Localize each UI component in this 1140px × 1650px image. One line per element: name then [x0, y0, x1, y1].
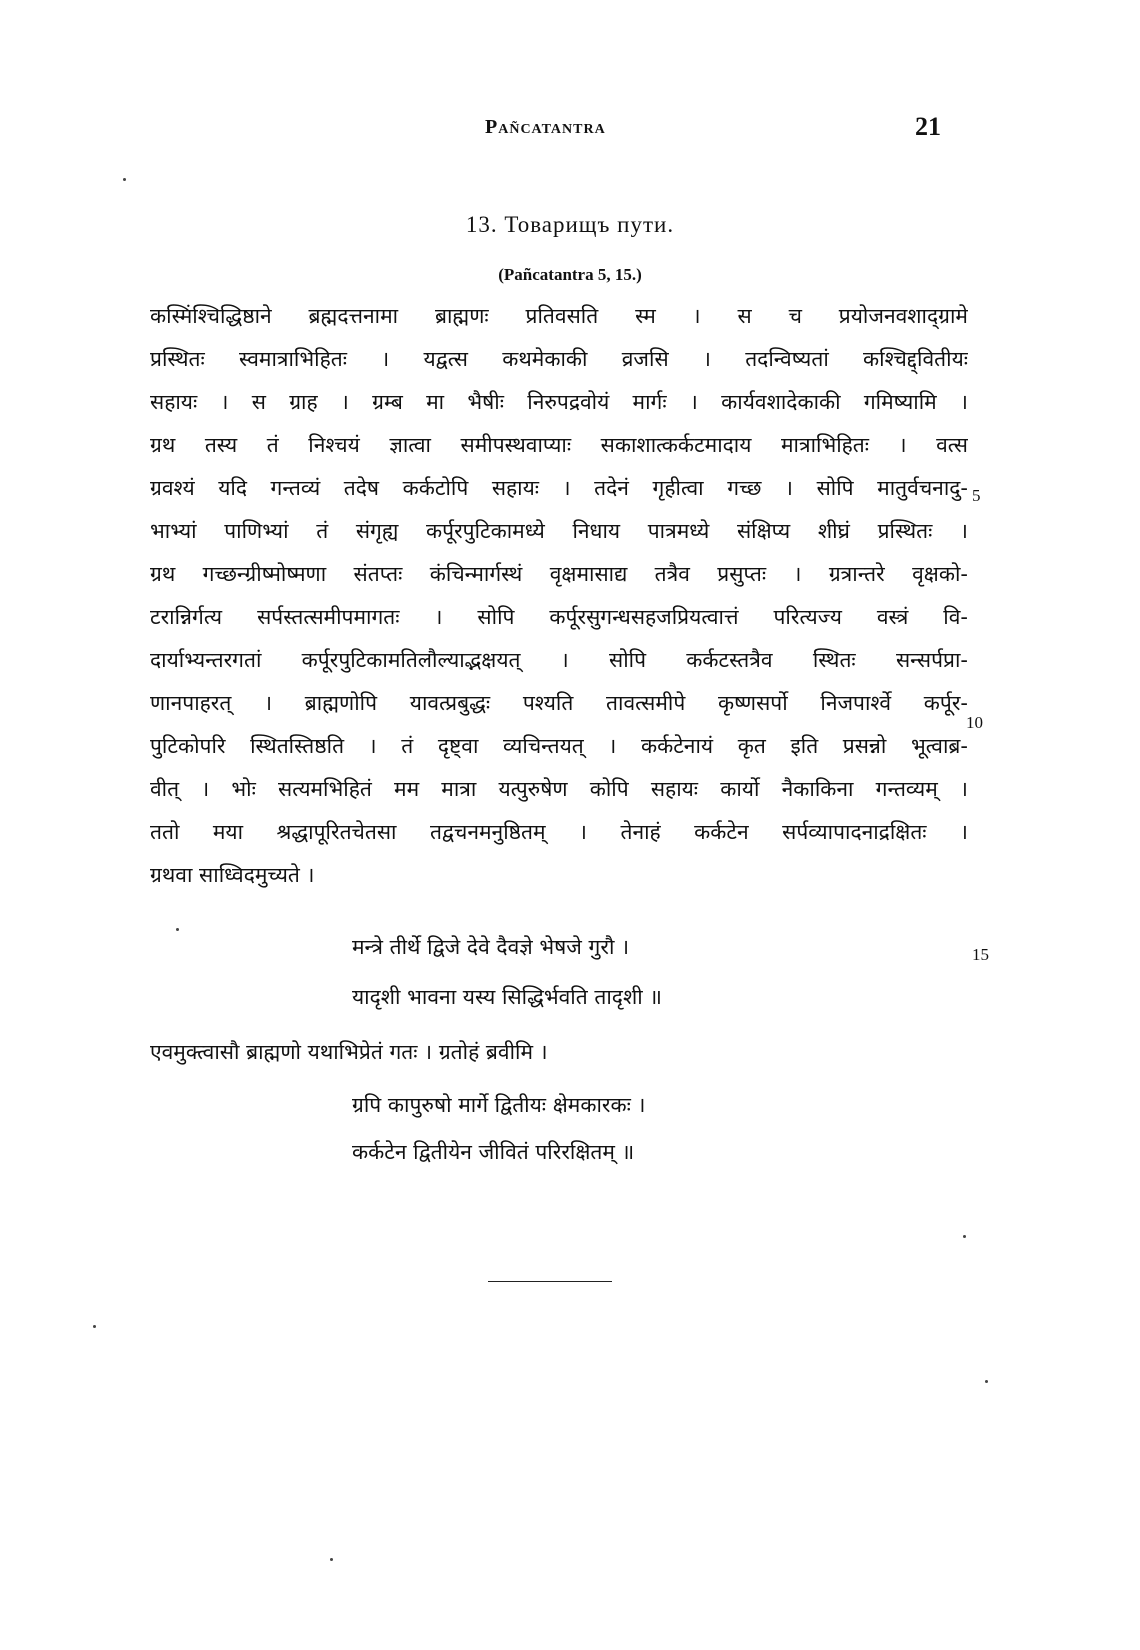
prose-line: णानपाहरत् । ब्राह्मणोपि यावत्प्रबुद्धः पश्यति तावत्समीपे कृष्णसर्पो निजपार्श्वे कर्पूर- — [150, 691, 968, 715]
line-number: 5 — [972, 486, 981, 505]
line-number: 15 — [972, 945, 989, 964]
prose-line: कस्मिंश्चिद्धिष्ठाने ब्रह्मदत्तनामा ब्राह्मणः प्रतिवसति स्म । स च प्रयोजनवशाद्ग्रामे — [150, 304, 968, 328]
paper-speck — [985, 1380, 988, 1383]
verse-line: कर्कटेन द्वितीयेन जीवितं परिरक्षितम् ॥ — [352, 1140, 635, 1164]
prose-line: भाभ्यां पाणिभ्यां तं संगृह्य कर्पूरपुटिकामध्ये निधाय पात्रमध्ये संक्षिप्य शीघ्रं प्रस्थितः । — [150, 519, 968, 543]
running-title: Pañcatantra — [485, 116, 606, 138]
prose-line: सहायः । स ग्राह । ग्रम्ब मा भैषीः निरुपद्रवोयं मार्गः । कार्यवशादेकाकी गमिष्यामि । — [150, 390, 968, 414]
section-divider — [488, 1281, 612, 1282]
page-number: 21 — [915, 112, 941, 141]
paper-speck — [176, 928, 179, 931]
verse-line: मन्त्रे तीर्थे द्विजे देवे दैवज्ञे भेषजे गुरौ । — [352, 935, 630, 959]
paper-speck — [93, 1325, 96, 1328]
verse-line: ग्रपि कापुरुषो मार्गे द्वितीयः क्षेमकारकः । — [352, 1093, 646, 1117]
prose-line: वीत् । भोः सत्यमभिहितं मम मात्रा यत्पुरुषेण कोपि सहायः कार्यो नैकाकिना गन्तव्यम् । — [150, 777, 968, 801]
story-source: (Pañcatantra 5, 15.) — [498, 265, 642, 284]
paper-speck — [330, 1558, 333, 1561]
paper-speck — [123, 178, 126, 181]
prose-line: ग्रथ गच्छन्ग्रीष्मोष्मणा संतप्तः कंचिन्मार्गस्थं वृक्षमासाद्य तत्रैव प्रसुप्तः । ग्रत्रान्तरे वृक्षको- — [150, 562, 968, 586]
prose-line: टरान्निर्गत्य सर्पस्तत्समीपमागतः । सोपि कर्पूरसुगन्धसहजप्रियत्वात्तं परित्यज्य वस्त्रं वि- — [150, 605, 968, 629]
prose-line: ग्रथ तस्य तं निश्चयं ज्ञात्वा समीपस्थवाप्याः सकाशात्कर्कटमादाय मात्राभिहितः । वत्स — [150, 433, 968, 457]
prose-line: दार्याभ्यन्तरगतां कर्पूरपुटिकामतिलौल्याद्भक्षयत् । सोपि कर्कटस्तत्रैव स्थितः सन्सर्पप्रा- — [150, 648, 968, 672]
prose-line: एवमुक्त्वासौ ब्राह्मणो यथाभिप्रेतं गतः । ग्रतोहं ब्रवीमि । — [150, 1040, 548, 1064]
prose-line: ततो मया श्रद्धापूरितचेतसा तद्वचनमनुष्ठितम् । तेनाहं कर्कटेन सर्पव्यापादनाद्रक्षितः । — [150, 820, 968, 844]
running-head — [0, 112, 1140, 152]
prose-line: ग्रथवा साध्विदमुच्यते । — [150, 863, 315, 887]
verse-line: यादृशी भावना यस्य सिद्धिर्भवति तादृशी ॥ — [352, 985, 662, 1009]
paper-speck — [963, 1235, 966, 1238]
line-number: 10 — [966, 713, 983, 732]
prose-line: पुटिकोपरि स्थितस्तिष्ठति । तं दृष्ट्वा व्यचिन्तयत् । कर्कटेनायं कृत इति प्रसन्नो भूत्वाब्र- — [150, 734, 968, 758]
prose-line: प्रस्थितः स्वमात्राभिहितः । यद्वत्स कथमेकाकी व्रजसि । तदन्विष्यतां कश्चिद्द्वितीयः — [150, 347, 968, 371]
prose-line: ग्रवश्यं यदि गन्तव्यं तदेष कर्कटोपि सहायः । तदेनं गृहीत्वा गच्छ । सोपि मातुर्वचनादु- — [150, 476, 968, 500]
story-title: 13. Товарищъ пути. — [465, 212, 675, 237]
